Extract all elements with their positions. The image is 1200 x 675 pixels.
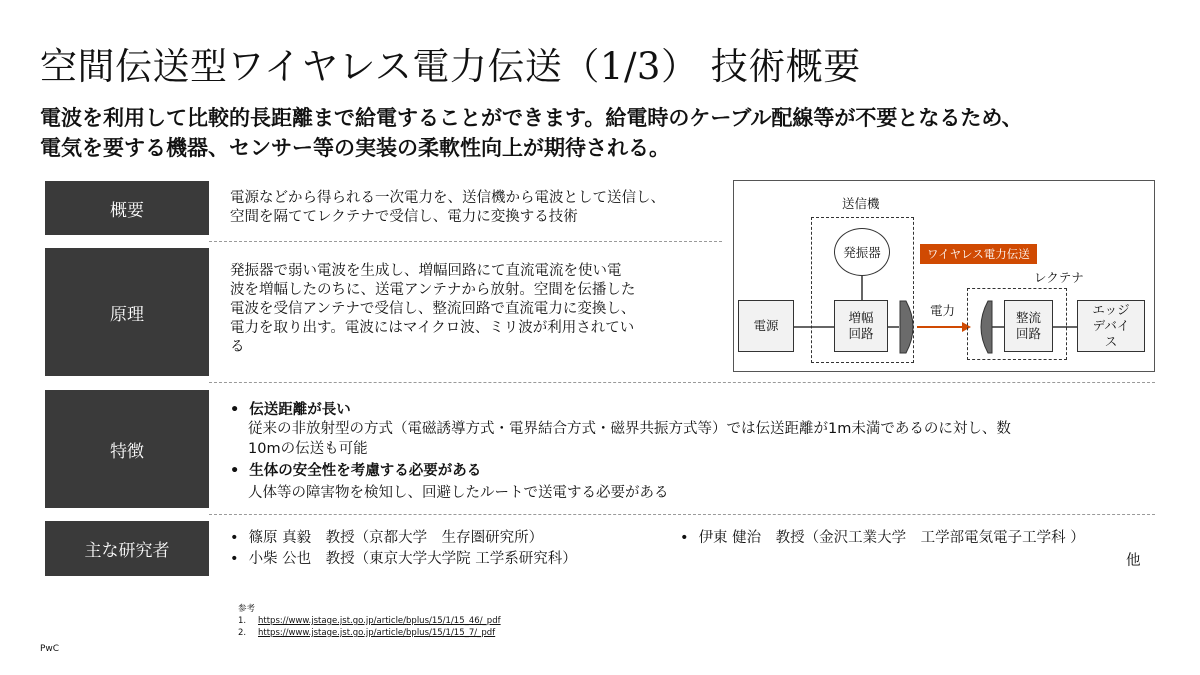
wpt-diagram [733,180,1155,372]
label-overview: 概要 [45,181,209,235]
feature-title: 伝送距離が長い [249,402,351,418]
bullet-icon: • [230,530,239,546]
label-principle: 原理 [45,248,209,376]
principle-line: 電波を受信アンテナで受信し、整流回路で直流電力に変換し、 [230,301,636,317]
wpt-tag: ワイヤレス電力伝送 [920,244,1037,264]
feature-item-1-desc: 従来の非放射型の方式（電磁誘導方式・電界結合方式・磁界共振方式等）では伝送距離が1m未満であるのに対し、数 [248,421,1011,437]
overview-line: 電源などから得られる一次電力を、送信機から電波として送信し、 [230,190,665,206]
edge-line: エッジ [1092,302,1130,317]
edge-device-box [1077,300,1145,352]
principle-line: 波を増幅したのちに、送電アンテナから放射。空間を伝播した [230,282,636,298]
rectifier-line: 回路 [1015,326,1041,341]
references [238,603,501,639]
rectifier-box [1004,300,1053,352]
amplifier-line: 増幅 [848,310,874,325]
researcher-name: 伊東 健治 教授（金沢工業大学 工学部電気電子工学科 ） [698,530,1085,546]
principle-line: 電力を取り出す。電波にはマイクロ波、ミリ波が利用されてい [230,320,635,336]
row-divider [209,514,1155,515]
reference-link[interactable]: https://www.jstage.jst.go.jp/article/bplus/15/1/15_7/_pdf [258,628,496,638]
feature-item-1-title [230,400,351,420]
researcher-name: 小柴 公也 教授（東京大学大学院 工学系研究科） [248,551,577,567]
reference-number: 2. [238,628,247,638]
oscillator: 発振器 [834,228,890,276]
principle-line: る [230,339,245,355]
row-divider [209,241,722,242]
principle-text [230,262,635,357]
page-title: 空間伝送型ワイヤレス電力伝送（1/3） 技術概要 [40,45,861,88]
lead-text [40,103,1170,163]
feature-title: 生体の安全性を考慮する必要がある [249,463,482,479]
rectifier-line: 整流 [1015,310,1041,325]
researcher-item [680,528,1085,548]
power-label: 電力 [930,303,956,318]
bullet-icon: • [230,402,240,418]
bullet-icon: • [680,530,689,546]
label-researchers: 主な研究者 [45,521,209,576]
feature-item-2-desc: 人体等の障害物を検知し、回避したルートで送電する必要がある [248,485,669,501]
reference-item [238,627,501,639]
reference-item [238,615,501,627]
lead-line-2: 電気を要する機器、センサー等の実装の柔軟性向上が期待される。 [40,136,670,160]
references-heading: 参考 [238,604,256,614]
amplifier-line: 回路 [848,326,874,341]
bullet-icon: • [230,463,240,479]
label-feature: 特徴 [45,390,209,508]
researcher-name: 篠原 真毅 教授（京都大学 生存圏研究所） [248,530,544,546]
amplifier-box [834,300,888,352]
lead-line-1: 電波を利用して比較的長距離まで給電することができます。給電時のケーブル配線等が不要となるため、 [40,106,1023,130]
footer-brand: PwC [40,644,60,654]
researcher-item [230,549,577,569]
principle-line: 発振器で弱い電波を生成し、増幅回路にて直流電流を使い電 [230,263,622,279]
reference-number: 1. [238,616,247,626]
bullet-icon: • [230,551,239,567]
edge-line: デバイ [1092,318,1130,333]
edge-line: ス [1104,334,1118,349]
feature-item-2-title [230,461,481,481]
power-source-box: 電源 [738,300,794,352]
overview-text [230,189,665,227]
researcher-item [230,528,543,548]
researcher-other: 他 [1126,553,1141,569]
feature-item-1-desc: 10mの伝送も可能 [248,441,368,457]
row-divider [209,382,1155,383]
reference-link[interactable]: https://www.jstage.jst.go.jp/article/bplus/15/1/15_46/_pdf [258,616,501,626]
rectenna-label: レクテナ [1034,270,1084,285]
transmitter-label: 送信機 [842,196,880,211]
overview-line: 空間を隔ててレクテナで受信し、電力に変換する技術 [230,209,578,225]
